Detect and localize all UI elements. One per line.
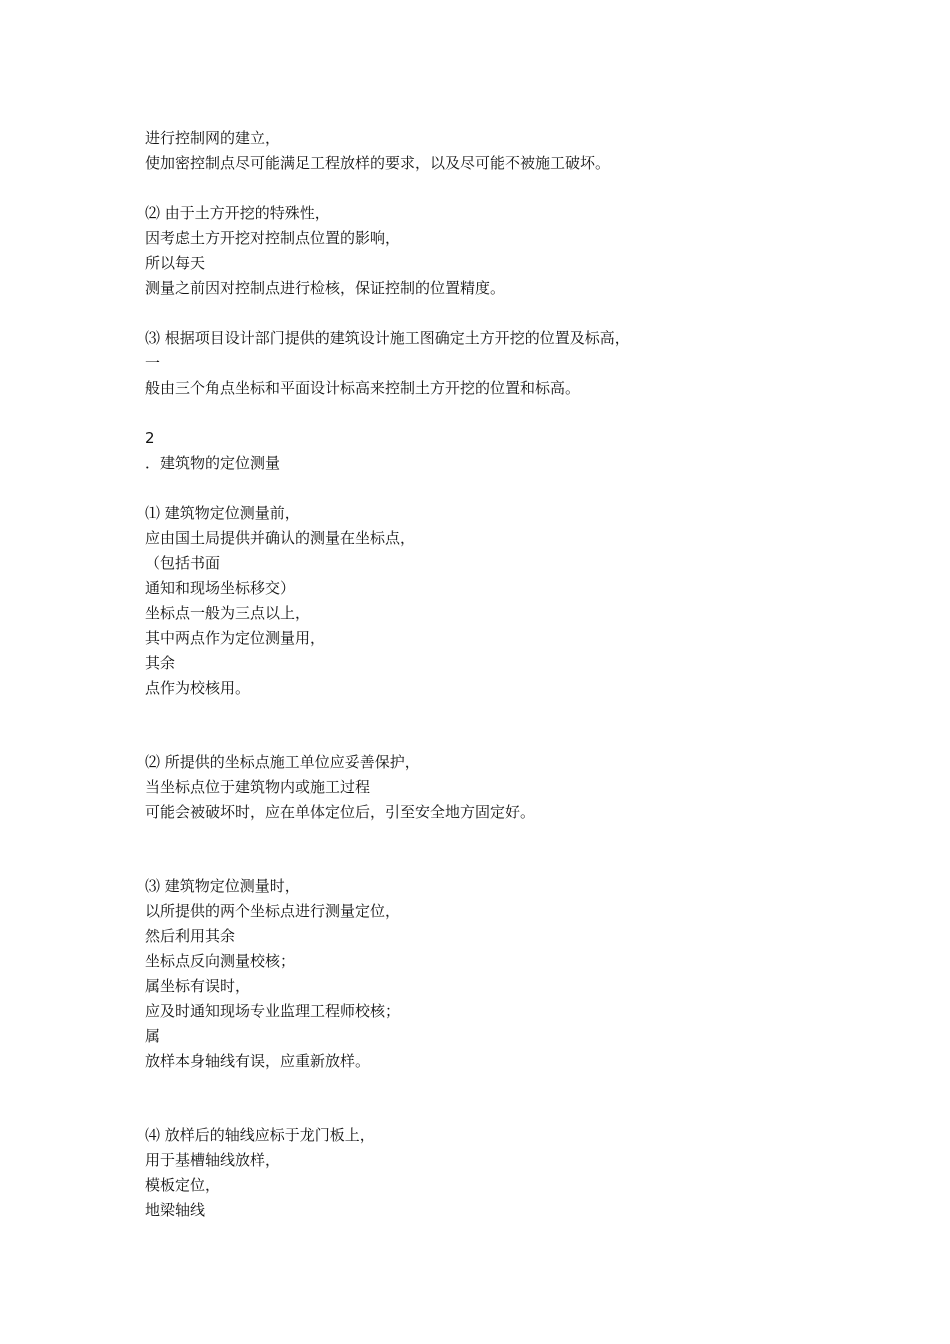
- text-line: 般由三个角点坐标和平面设计标高来控制土方开挖的位置和标高。: [145, 379, 581, 397]
- text-line: 当坐标点位于建筑物内或施工过程: [145, 778, 371, 796]
- text-line: 测量之前因对控制点进行检核，保证控制的位置精度。: [145, 279, 506, 297]
- text-line: 地梁轴线: [145, 1201, 206, 1219]
- text-line: 一: [145, 354, 161, 372]
- text-line: 其余: [145, 654, 176, 672]
- text-line: 可能会被破坏时，应在单体定位后，引至安全地方固定好。: [145, 803, 536, 821]
- text-line: ⑴ 建筑物定位测量前，: [145, 504, 300, 522]
- text-line: 所以每天: [145, 254, 206, 272]
- text-line: 应及时通知现场专业监理工程师校核；: [145, 1002, 401, 1020]
- text-line: ⑷ 放样后的轴线应标于龙门板上，: [145, 1126, 375, 1144]
- text-line: 放样本身轴线有误，应重新放样。: [145, 1052, 371, 1070]
- text-line: 点作为校核用。: [145, 679, 251, 697]
- text-line: 以所提供的两个坐标点进行测量定位，: [145, 902, 401, 920]
- text-line: 其中两点作为定位测量用，: [145, 629, 326, 647]
- text-line: 使加密控制点尽可能满足工程放样的要求，以及尽可能不被施工破坏。: [145, 154, 611, 172]
- text-line: ⑵ 所提供的坐标点施工单位应妥善保护，: [145, 753, 420, 771]
- text-line: 用于基槽轴线放样，: [145, 1151, 281, 1169]
- section-number: 2: [145, 429, 155, 447]
- text-line: 然后利用其余: [145, 927, 236, 945]
- text-line: （包括书面: [145, 554, 221, 572]
- text-line: 属: [145, 1027, 161, 1045]
- text-line: 进行控制网的建立，: [145, 129, 281, 147]
- text-line: 属坐标有误时，: [145, 977, 251, 995]
- text-line: 通知和现场坐标移交）: [145, 579, 296, 597]
- text-line: 因考虑土方开挖对控制点位置的影响，: [145, 229, 401, 247]
- text-line: ⑶ 根据项目设计部门提供的建筑设计施工图确定土方开挖的位置及标高，: [145, 329, 630, 347]
- text-line: 坐标点反向测量校核；: [145, 952, 296, 970]
- section-heading: ．建筑物的定位测量: [145, 454, 281, 472]
- text-line: 应由国土局提供并确认的测量在坐标点，: [145, 529, 416, 547]
- text-line: 模板定位，: [145, 1176, 221, 1194]
- text-line: ⑶ 建筑物定位测量时，: [145, 877, 300, 895]
- text-line: 坐标点一般为三点以上，: [145, 604, 311, 622]
- text-line: ⑵ 由于土方开挖的特殊性，: [145, 204, 330, 222]
